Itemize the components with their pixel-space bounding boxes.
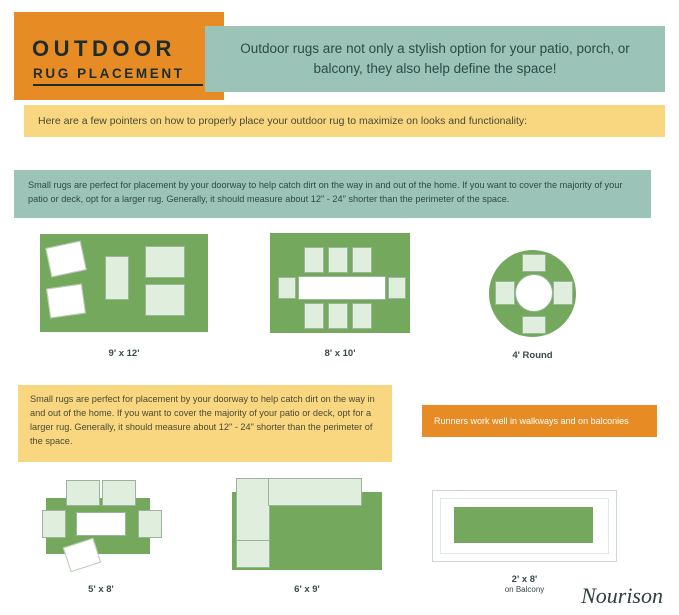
orange-note-text: Runners work well in walkways and on balconies [434, 416, 629, 426]
page-subtitle: RUG PLACEMENT [33, 66, 185, 81]
intro-yellow-text: Here are a few pointers on how to properly place your outdoor rug to maximize on looks and functionality: [38, 115, 528, 127]
intro-yellow-banner [24, 105, 665, 137]
sofa-1 [145, 246, 185, 278]
caption-subtext: on Balcony [504, 585, 545, 594]
rug-shape [454, 507, 593, 543]
caption-living-room [40, 348, 208, 359]
caption-round [489, 350, 576, 361]
diagram-living-room-9x12 [40, 234, 208, 332]
sofa-right [102, 480, 136, 506]
intro-teal-banner [205, 26, 665, 92]
coffee-table [76, 512, 126, 536]
dining-chair-left [278, 277, 296, 299]
caption-text: 6' x 9' [294, 584, 320, 595]
diagram-seating-5x8 [36, 480, 166, 568]
round-chair-left [495, 281, 515, 305]
caption-dining [270, 348, 410, 359]
dining-chair-top-3 [352, 247, 372, 273]
caption-text: 8' x 10' [324, 348, 356, 359]
caption-sectional [232, 584, 382, 595]
diagram-round-4ft [489, 250, 576, 337]
dining-chair-bottom-3 [352, 303, 372, 329]
diagram-sectional-6x9 [232, 478, 382, 570]
sectional-chaise [236, 540, 270, 568]
dining-chair-top-2 [328, 247, 348, 273]
brand-logo: Nourison [581, 583, 663, 608]
dining-table [298, 276, 386, 300]
dining-chair-bottom-1 [304, 303, 324, 329]
yellow-note-text: Small rugs are perfect for placement by your doorway to help catch dirt on the way in and out of the home. If you want to cover the majority of your patio or deck, opt for a larger rug. Generally, it should measure about 12" - 24" shorter than the perimeter of the space. [30, 394, 375, 446]
chair-left [42, 510, 66, 538]
page-title: OUTDOOR [32, 36, 176, 61]
title-block [14, 12, 224, 100]
sofa-left [66, 480, 100, 506]
round-chair-top [522, 254, 546, 272]
caption-text: 5' x 8' [88, 584, 114, 595]
dining-chair-right [388, 277, 406, 299]
caption-text: 2' x 8' [511, 574, 538, 585]
caption-seating [36, 584, 166, 595]
diagram-dining-8x10 [270, 233, 410, 333]
orange-note-banner [422, 405, 657, 437]
sectional-back [268, 478, 362, 506]
dining-chair-bottom-2 [328, 303, 348, 329]
side-table [105, 256, 129, 300]
caption-text: 9' x 12' [108, 348, 140, 359]
teal-note-banner [14, 170, 651, 218]
intro-teal-text: Outdoor rugs are not only a stylish option for your patio, porch, or balcony, they also help define the space! [240, 41, 630, 76]
round-table [515, 274, 553, 312]
chair-right [138, 510, 162, 538]
caption-text: 4' Round [512, 350, 553, 361]
chair-2 [46, 284, 86, 319]
round-chair-right [553, 281, 573, 305]
title-divider [33, 84, 203, 86]
sofa-2 [145, 284, 185, 316]
sectional-left-arm [236, 478, 270, 542]
round-chair-bottom [522, 316, 546, 334]
diagram-runner-2x8 [432, 490, 617, 562]
dining-chair-top-1 [304, 247, 324, 273]
teal-note-text: Small rugs are perfect for placement by your doorway to help catch dirt on the way in and out of the home. If you want to cover the majority of your patio or deck, opt for a larger rug. Generally, it should measure about 12" - 24" shorter than the perimeter of the space. [28, 180, 623, 204]
yellow-note-banner [18, 385, 392, 462]
